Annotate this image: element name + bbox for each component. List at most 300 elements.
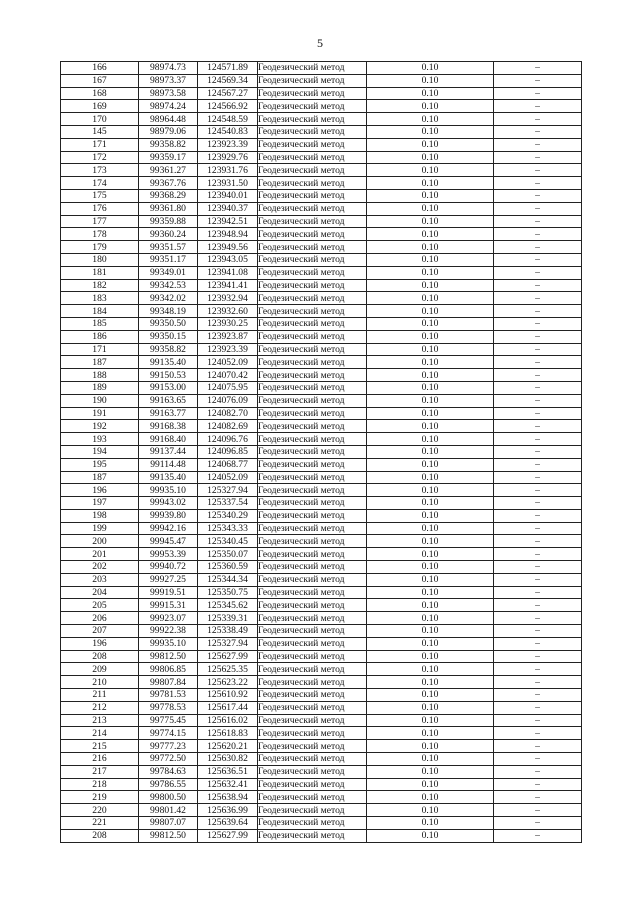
x-coordinate-cell: 99919.51: [139, 586, 198, 599]
y-coordinate-cell: 125623.22: [198, 676, 258, 689]
accuracy-cell: 0.10: [367, 356, 494, 369]
y-coordinate-cell: 125340.29: [198, 509, 258, 522]
method-cell: Геодезический метод: [258, 113, 367, 126]
accuracy-cell: 0.10: [367, 637, 494, 650]
accuracy-cell: 0.10: [367, 151, 494, 164]
point-number-cell: 208: [61, 650, 139, 663]
x-coordinate-cell: 99359.17: [139, 151, 198, 164]
accuracy-cell: 0.10: [367, 381, 494, 394]
method-cell: Геодезический метод: [258, 573, 367, 586]
note-cell: –: [494, 445, 582, 458]
point-number-cell: 214: [61, 727, 139, 740]
y-coordinate-cell: 125625.35: [198, 663, 258, 676]
point-number-cell: 197: [61, 497, 139, 510]
y-coordinate-cell: 125620.21: [198, 740, 258, 753]
accuracy-cell: 0.10: [367, 765, 494, 778]
x-coordinate-cell: 99153.00: [139, 381, 198, 394]
table-row: [61, 433, 582, 446]
table-row: [61, 778, 582, 791]
method-cell: Геодезический метод: [258, 445, 367, 458]
accuracy-cell: 0.10: [367, 241, 494, 254]
x-coordinate-cell: 98973.37: [139, 74, 198, 87]
table-row: [61, 87, 582, 100]
accuracy-cell: 0.10: [367, 599, 494, 612]
x-coordinate-cell: 99812.50: [139, 650, 198, 663]
method-cell: Геодезический метод: [258, 356, 367, 369]
point-number-cell: 177: [61, 215, 139, 228]
x-coordinate-cell: 99168.40: [139, 433, 198, 446]
table-row: [61, 292, 582, 305]
note-cell: –: [494, 228, 582, 241]
table-row: [61, 279, 582, 292]
note-cell: –: [494, 407, 582, 420]
table-row: [61, 765, 582, 778]
note-cell: –: [494, 420, 582, 433]
y-coordinate-cell: 125636.51: [198, 765, 258, 778]
method-cell: Геодезический метод: [258, 625, 367, 638]
accuracy-cell: 0.10: [367, 650, 494, 663]
accuracy-cell: 0.10: [367, 177, 494, 190]
method-cell: Геодезический метод: [258, 535, 367, 548]
accuracy-cell: 0.10: [367, 791, 494, 804]
y-coordinate-cell: 125360.59: [198, 561, 258, 574]
note-cell: –: [494, 548, 582, 561]
method-cell: Геодезический метод: [258, 471, 367, 484]
accuracy-cell: 0.10: [367, 689, 494, 702]
accuracy-cell: 0.10: [367, 189, 494, 202]
x-coordinate-cell: 99359.88: [139, 215, 198, 228]
table-row: [61, 663, 582, 676]
y-coordinate-cell: 124076.09: [198, 394, 258, 407]
accuracy-cell: 0.10: [367, 753, 494, 766]
point-number-cell: 187: [61, 471, 139, 484]
method-cell: Геодезический метод: [258, 253, 367, 266]
note-cell: –: [494, 637, 582, 650]
table-row: [61, 164, 582, 177]
note-cell: –: [494, 535, 582, 548]
method-cell: Геодезический метод: [258, 138, 367, 151]
x-coordinate-cell: 99349.01: [139, 266, 198, 279]
note-cell: –: [494, 458, 582, 471]
point-number-cell: 204: [61, 586, 139, 599]
method-cell: Геодезический метод: [258, 125, 367, 138]
point-number-cell: 200: [61, 535, 139, 548]
table-row: [61, 689, 582, 702]
x-coordinate-cell: 99361.80: [139, 202, 198, 215]
method-cell: Геодезический метод: [258, 778, 367, 791]
accuracy-cell: 0.10: [367, 522, 494, 535]
y-coordinate-cell: 123923.39: [198, 343, 258, 356]
x-coordinate-cell: 99351.57: [139, 241, 198, 254]
y-coordinate-cell: 125639.64: [198, 817, 258, 830]
y-coordinate-cell: 125630.82: [198, 753, 258, 766]
table-row: [61, 305, 582, 318]
note-cell: –: [494, 215, 582, 228]
method-cell: Геодезический метод: [258, 663, 367, 676]
accuracy-cell: 0.10: [367, 62, 494, 75]
method-cell: Геодезический метод: [258, 151, 367, 164]
y-coordinate-cell: 123932.94: [198, 292, 258, 305]
x-coordinate-cell: 99358.82: [139, 138, 198, 151]
method-cell: Геодезический метод: [258, 701, 367, 714]
y-coordinate-cell: 125343.33: [198, 522, 258, 535]
x-coordinate-cell: 99778.53: [139, 701, 198, 714]
table-row: [61, 548, 582, 561]
point-number-cell: 182: [61, 279, 139, 292]
point-number-cell: 170: [61, 113, 139, 126]
accuracy-cell: 0.10: [367, 420, 494, 433]
note-cell: –: [494, 586, 582, 599]
x-coordinate-cell: 99784.63: [139, 765, 198, 778]
y-coordinate-cell: 123941.08: [198, 266, 258, 279]
point-number-cell: 188: [61, 369, 139, 382]
x-coordinate-cell: 99137.44: [139, 445, 198, 458]
x-coordinate-cell: 99812.50: [139, 829, 198, 842]
note-cell: –: [494, 804, 582, 817]
x-coordinate-cell: 99342.53: [139, 279, 198, 292]
table-row: [61, 753, 582, 766]
accuracy-cell: 0.10: [367, 548, 494, 561]
accuracy-cell: 0.10: [367, 740, 494, 753]
y-coordinate-cell: 125610.92: [198, 689, 258, 702]
table-row: [61, 125, 582, 138]
method-cell: Геодезический метод: [258, 433, 367, 446]
accuracy-cell: 0.10: [367, 113, 494, 126]
accuracy-cell: 0.10: [367, 535, 494, 548]
point-number-cell: 196: [61, 637, 139, 650]
point-number-cell: 202: [61, 561, 139, 574]
method-cell: Геодезический метод: [258, 202, 367, 215]
accuracy-cell: 0.10: [367, 138, 494, 151]
point-number-cell: 212: [61, 701, 139, 714]
y-coordinate-cell: 125339.31: [198, 612, 258, 625]
x-coordinate-cell: 99915.31: [139, 599, 198, 612]
table-row: [61, 599, 582, 612]
table-row: [61, 62, 582, 75]
point-number-cell: 187: [61, 356, 139, 369]
point-number-cell: 201: [61, 548, 139, 561]
y-coordinate-cell: 123931.76: [198, 164, 258, 177]
y-coordinate-cell: 125627.99: [198, 829, 258, 842]
table-row: [61, 535, 582, 548]
y-coordinate-cell: 124068.77: [198, 458, 258, 471]
note-cell: –: [494, 113, 582, 126]
note-cell: –: [494, 484, 582, 497]
table-row: [61, 394, 582, 407]
table-row: [61, 356, 582, 369]
note-cell: –: [494, 471, 582, 484]
method-cell: Геодезический метод: [258, 215, 367, 228]
point-number-cell: 178: [61, 228, 139, 241]
note-cell: –: [494, 202, 582, 215]
accuracy-cell: 0.10: [367, 125, 494, 138]
y-coordinate-cell: 125345.62: [198, 599, 258, 612]
accuracy-cell: 0.10: [367, 458, 494, 471]
table-row: [61, 253, 582, 266]
x-coordinate-cell: 99114.48: [139, 458, 198, 471]
point-number-cell: 205: [61, 599, 139, 612]
point-number-cell: 171: [61, 138, 139, 151]
x-coordinate-cell: 99135.40: [139, 471, 198, 484]
x-coordinate-cell: 99150.53: [139, 369, 198, 382]
method-cell: Геодезический метод: [258, 817, 367, 830]
point-number-cell: 184: [61, 305, 139, 318]
y-coordinate-cell: 125344.34: [198, 573, 258, 586]
method-cell: Геодезический метод: [258, 228, 367, 241]
note-cell: –: [494, 62, 582, 75]
y-coordinate-cell: 125616.02: [198, 714, 258, 727]
y-coordinate-cell: 124082.70: [198, 407, 258, 420]
y-coordinate-cell: 124548.59: [198, 113, 258, 126]
y-coordinate-cell: 124566.92: [198, 100, 258, 113]
method-cell: Геодезический метод: [258, 548, 367, 561]
y-coordinate-cell: 123940.37: [198, 202, 258, 215]
table-row: [61, 650, 582, 663]
point-number-cell: 221: [61, 817, 139, 830]
table-row: [61, 202, 582, 215]
point-number-cell: 180: [61, 253, 139, 266]
y-coordinate-cell: 124096.85: [198, 445, 258, 458]
y-coordinate-cell: 124052.09: [198, 471, 258, 484]
note-cell: –: [494, 497, 582, 510]
point-number-cell: 172: [61, 151, 139, 164]
accuracy-cell: 0.10: [367, 215, 494, 228]
point-number-cell: 166: [61, 62, 139, 75]
accuracy-cell: 0.10: [367, 100, 494, 113]
accuracy-cell: 0.10: [367, 676, 494, 689]
method-cell: Геодезический метод: [258, 189, 367, 202]
note-cell: –: [494, 573, 582, 586]
method-cell: Геодезический метод: [258, 369, 367, 382]
accuracy-cell: 0.10: [367, 573, 494, 586]
method-cell: Геодезический метод: [258, 164, 367, 177]
y-coordinate-cell: 125627.99: [198, 650, 258, 663]
point-number-cell: 173: [61, 164, 139, 177]
x-coordinate-cell: 98974.24: [139, 100, 198, 113]
table-row: [61, 471, 582, 484]
y-coordinate-cell: 125636.99: [198, 804, 258, 817]
method-cell: Геодезический метод: [258, 394, 367, 407]
table-row: [61, 676, 582, 689]
note-cell: –: [494, 369, 582, 382]
accuracy-cell: 0.10: [367, 292, 494, 305]
y-coordinate-cell: 124569.34: [198, 74, 258, 87]
accuracy-cell: 0.10: [367, 407, 494, 420]
method-cell: Геодезический метод: [258, 458, 367, 471]
note-cell: –: [494, 753, 582, 766]
x-coordinate-cell: 99342.02: [139, 292, 198, 305]
table-row: [61, 484, 582, 497]
point-number-cell: 193: [61, 433, 139, 446]
x-coordinate-cell: 99772.50: [139, 753, 198, 766]
note-cell: –: [494, 561, 582, 574]
note-cell: –: [494, 740, 582, 753]
point-number-cell: 196: [61, 484, 139, 497]
point-number-cell: 208: [61, 829, 139, 842]
table-row: [61, 522, 582, 535]
method-cell: Геодезический метод: [258, 407, 367, 420]
point-number-cell: 199: [61, 522, 139, 535]
note-cell: –: [494, 714, 582, 727]
point-number-cell: 195: [61, 458, 139, 471]
y-coordinate-cell: 123940.01: [198, 189, 258, 202]
x-coordinate-cell: 99163.65: [139, 394, 198, 407]
point-number-cell: 219: [61, 791, 139, 804]
method-cell: Геодезический метод: [258, 586, 367, 599]
method-cell: Геодезический метод: [258, 522, 367, 535]
x-coordinate-cell: 99940.72: [139, 561, 198, 574]
table-row: [61, 177, 582, 190]
point-number-cell: 168: [61, 87, 139, 100]
x-coordinate-cell: 99943.02: [139, 497, 198, 510]
note-cell: –: [494, 829, 582, 842]
table-row: [61, 343, 582, 356]
table-row: [61, 637, 582, 650]
table-row: [61, 241, 582, 254]
accuracy-cell: 0.10: [367, 804, 494, 817]
method-cell: Геодезический метод: [258, 599, 367, 612]
note-cell: –: [494, 381, 582, 394]
accuracy-cell: 0.10: [367, 433, 494, 446]
note-cell: –: [494, 727, 582, 740]
accuracy-cell: 0.10: [367, 701, 494, 714]
y-coordinate-cell: 125338.49: [198, 625, 258, 638]
x-coordinate-cell: 98974.73: [139, 62, 198, 75]
point-number-cell: 185: [61, 317, 139, 330]
method-cell: Геодезический метод: [258, 381, 367, 394]
table-row: [61, 701, 582, 714]
table-row: [61, 714, 582, 727]
note-cell: –: [494, 817, 582, 830]
note-cell: –: [494, 650, 582, 663]
point-number-cell: 209: [61, 663, 139, 676]
table-row: [61, 804, 582, 817]
method-cell: Геодезический метод: [258, 612, 367, 625]
note-cell: –: [494, 356, 582, 369]
note-cell: –: [494, 138, 582, 151]
accuracy-cell: 0.10: [367, 87, 494, 100]
table-row: [61, 458, 582, 471]
x-coordinate-cell: 99351.17: [139, 253, 198, 266]
x-coordinate-cell: 99348.19: [139, 305, 198, 318]
table-row: [61, 138, 582, 151]
accuracy-cell: 0.10: [367, 202, 494, 215]
y-coordinate-cell: 123932.60: [198, 305, 258, 318]
note-cell: –: [494, 522, 582, 535]
accuracy-cell: 0.10: [367, 817, 494, 830]
method-cell: Геодезический метод: [258, 727, 367, 740]
y-coordinate-cell: 124567.27: [198, 87, 258, 100]
y-coordinate-cell: 125632.41: [198, 778, 258, 791]
table-row: [61, 445, 582, 458]
accuracy-cell: 0.10: [367, 279, 494, 292]
table-row: [61, 727, 582, 740]
method-cell: Геодезический метод: [258, 791, 367, 804]
accuracy-cell: 0.10: [367, 253, 494, 266]
y-coordinate-cell: 123931.50: [198, 177, 258, 190]
x-coordinate-cell: 98973.58: [139, 87, 198, 100]
point-number-cell: 179: [61, 241, 139, 254]
method-cell: Геодезический метод: [258, 292, 367, 305]
note-cell: –: [494, 676, 582, 689]
table-row: [61, 740, 582, 753]
point-number-cell: 211: [61, 689, 139, 702]
table-row: [61, 612, 582, 625]
note-cell: –: [494, 433, 582, 446]
accuracy-cell: 0.10: [367, 778, 494, 791]
x-coordinate-cell: 99806.85: [139, 663, 198, 676]
y-coordinate-cell: 125350.07: [198, 548, 258, 561]
note-cell: –: [494, 292, 582, 305]
y-coordinate-cell: 124540.83: [198, 125, 258, 138]
method-cell: Геодезический метод: [258, 829, 367, 842]
accuracy-cell: 0.10: [367, 625, 494, 638]
note-cell: –: [494, 279, 582, 292]
accuracy-cell: 0.10: [367, 497, 494, 510]
point-number-cell: 169: [61, 100, 139, 113]
x-coordinate-cell: 99807.07: [139, 817, 198, 830]
y-coordinate-cell: 123942.51: [198, 215, 258, 228]
point-number-cell: 198: [61, 509, 139, 522]
y-coordinate-cell: 123923.39: [198, 138, 258, 151]
y-coordinate-cell: 123929.76: [198, 151, 258, 164]
method-cell: Геодезический метод: [258, 753, 367, 766]
method-cell: Геодезический метод: [258, 689, 367, 702]
accuracy-cell: 0.10: [367, 74, 494, 87]
accuracy-cell: 0.10: [367, 330, 494, 343]
table-body: [61, 62, 582, 843]
method-cell: Геодезический метод: [258, 765, 367, 778]
table-row: [61, 215, 582, 228]
point-number-cell: 175: [61, 189, 139, 202]
table-row: [61, 369, 582, 382]
page-number: 5: [317, 36, 323, 50]
y-coordinate-cell: 125617.44: [198, 701, 258, 714]
x-coordinate-cell: 99942.16: [139, 522, 198, 535]
table-row: [61, 497, 582, 510]
accuracy-cell: 0.10: [367, 714, 494, 727]
x-coordinate-cell: 99168.38: [139, 420, 198, 433]
table-row: [61, 151, 582, 164]
method-cell: Геодезический метод: [258, 343, 367, 356]
accuracy-cell: 0.10: [367, 727, 494, 740]
method-cell: Геодезический метод: [258, 420, 367, 433]
point-number-cell: 194: [61, 445, 139, 458]
x-coordinate-cell: 99777.23: [139, 740, 198, 753]
x-coordinate-cell: 98964.48: [139, 113, 198, 126]
y-coordinate-cell: 123949.56: [198, 241, 258, 254]
method-cell: Геодезический метод: [258, 509, 367, 522]
note-cell: –: [494, 317, 582, 330]
x-coordinate-cell: 99922.38: [139, 625, 198, 638]
accuracy-cell: 0.10: [367, 343, 494, 356]
accuracy-cell: 0.10: [367, 266, 494, 279]
x-coordinate-cell: 99923.07: [139, 612, 198, 625]
table-row: [61, 561, 582, 574]
y-coordinate-cell: 123941.41: [198, 279, 258, 292]
method-cell: Геодезический метод: [258, 804, 367, 817]
accuracy-cell: 0.10: [367, 561, 494, 574]
x-coordinate-cell: 99953.39: [139, 548, 198, 561]
method-cell: Геодезический метод: [258, 637, 367, 650]
y-coordinate-cell: 123943.05: [198, 253, 258, 266]
point-number-cell: 183: [61, 292, 139, 305]
table-row: [61, 74, 582, 87]
y-coordinate-cell: 124096.76: [198, 433, 258, 446]
note-cell: –: [494, 125, 582, 138]
method-cell: Геодезический метод: [258, 330, 367, 343]
method-cell: Геодезический метод: [258, 305, 367, 318]
